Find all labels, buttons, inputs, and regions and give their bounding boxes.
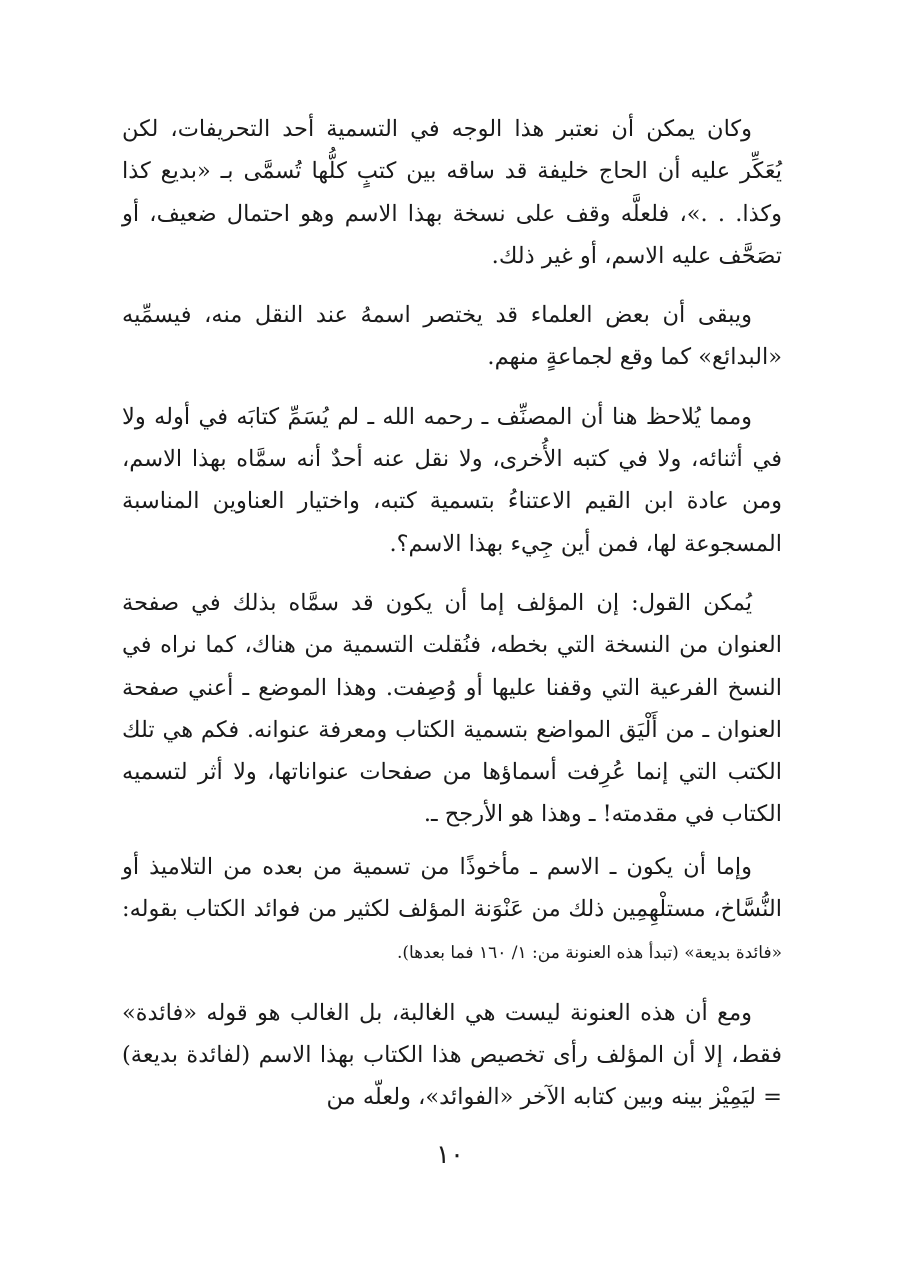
- paragraph-5-text: وإما أن يكون ـ الاسم ـ مأخوذًا من تسمية من بعده من التلاميذ أو النُّسَّاخ، مستلْهِمِين ذلك من عَنْوَنة المؤلف لكثير من فوائد الكتاب بقوله:: [122, 853, 782, 923]
- paragraph-6: ومع أن هذه العنونة ليست هي الغالبة، بل الغالب هو قوله «فائدة» فقط، إلا أن المؤلف رأى تخصيص هذا الكتاب بهذا الاسم (لفائدة بديعة) = ليَمِيْز بينه وبين كتابه الآخر «الفوائد»، ولعلّه من: [122, 999, 782, 1111]
- page-number: ١٠: [436, 1140, 464, 1170]
- page-body: [122, 108, 782, 1136]
- paragraph-1: وكان يمكن أن نعتبر هذا الوجه في التسمية أحد التحريفات، لكن يُعَكِّر عليه أن الحاج خليفة قد ساقه بين كتبٍ كلُّها تُسمَّى بـ «بديع كذا وكذا. . .»، فلعلَّه وقف على نسخة بهذا الاسم وهو احتمال ضعيف، أو تصَحَّف عليه الاسم، أو غير ذلك.: [122, 116, 782, 269]
- paragraph-3: ومما يُلاحظ هنا أن المصنِّف ـ رحمه الله ـ لم يُسَمِّ كتابَه في أوله ولا في أثنائه، ولا في كتبه الأُخرى، ولا نقل عنه أحدٌ أنه سمَّاه بهذا الاسم، ومن عادة ابن القيم الاعتناءُ بتسمية كتبه، واختيار العناوين المناسبة المسجوعة لها، فمن أين جِيء بهذا الاسم؟.: [122, 403, 782, 557]
- paragraph-5: [122, 846, 782, 975]
- paragraph-4: يُمكن القول: إن المؤلف إما أن يكون قد سمَّاه بذلك في صفحة العنوان من النسخة التي بخطه، فنُقلت التسمية من هناك، كما نراه في النسخ الفرعية التي وقفنا عليها أو وُصِفت. وهذا الموضع ـ أعني صفحة العنوان ـ من أَلْيَق المواضع بتسمية الكتاب ومعرفة عنوانه. فكم هي تلك الكتب التي إنما عُرِفت أسماؤها من صفحات عنواناتها، ولا أثر لتسميه الكتاب في مقدمته! ـ وهذا هو الأرجح ـ.: [122, 589, 782, 828]
- paragraph-5-note: «فائدة بديعة» (تبدأ هذه العنونة من: ١/ ١٦٠ فما بعدها).: [396, 943, 782, 964]
- paragraph-2: ويبقى أن بعض العلماء قد يختصر اسمهُ عند النقل منه، فيسمِّيه «البدائع» كما وقع لجماعةٍ منهم.: [122, 302, 782, 371]
